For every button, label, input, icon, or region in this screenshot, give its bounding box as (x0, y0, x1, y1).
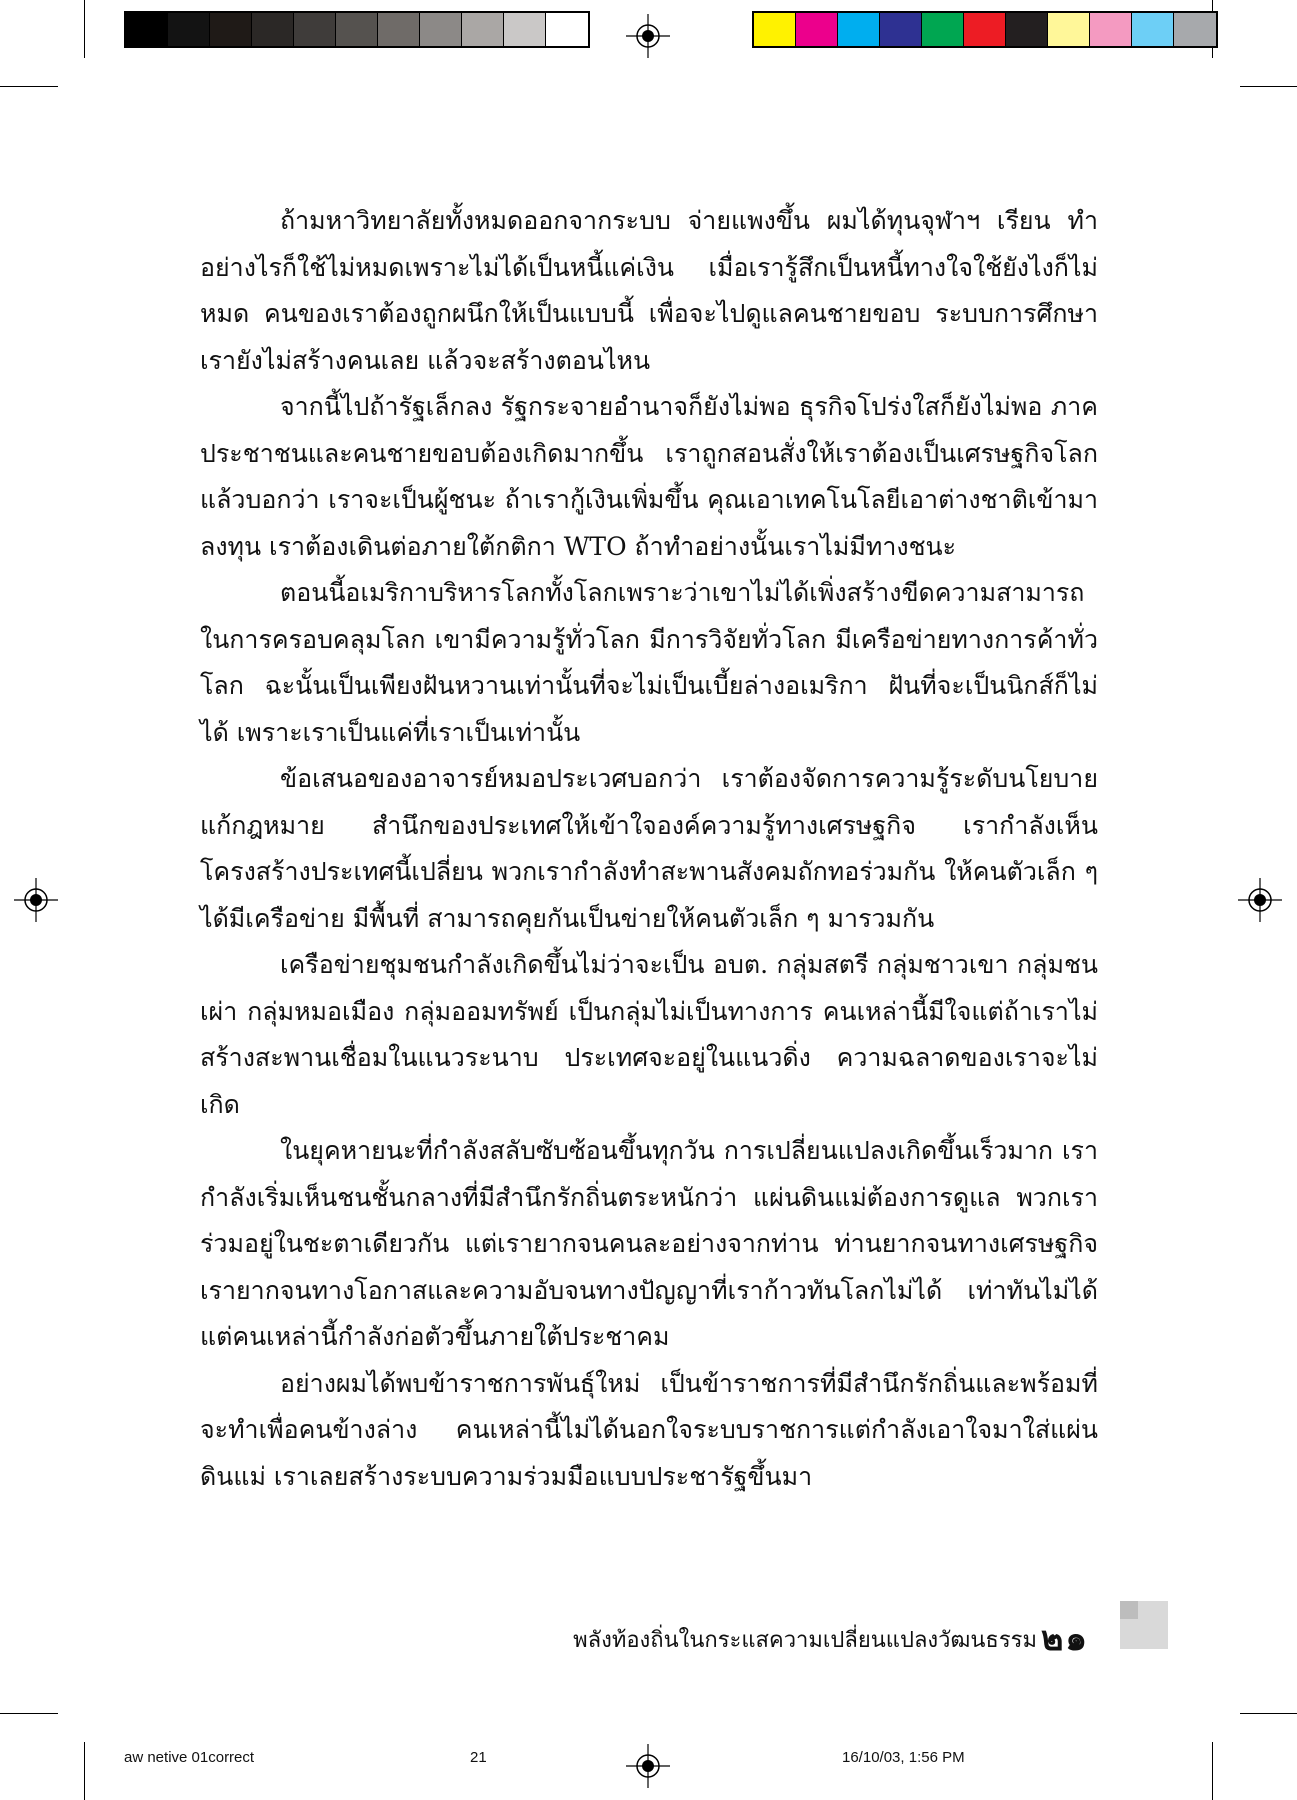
paragraph: ข้อเสนอของอาจารย์หมอประเวศบอกว่า เราต้องจัดการความรู้ระดับนโยบาย แก้กฎหมาย สำนึกของประเทศให้เข้าใจองค์ความรู้ทางเศรษฐกิจ เรากำลังเห็นโครงสร้างประเทศนี้เปลี่ยน พวกเรากำลังทำสะพานสังคมถักทอร่วมกัน ให้คนตัวเล็ก ๆ ได้มีเครือข่าย มีพื้นที่ สามารถคุยกันเป็นข่ายให้คนตัวเล็ก ๆ มารวมกัน (200, 764, 1098, 933)
color-swatch (964, 13, 1006, 46)
color-swatch (796, 13, 838, 46)
crop-mark (84, 0, 85, 58)
paragraph: จากนี้ไปถ้ารัฐเล็กลง รัฐกระจายอำนาจก็ยังไม่พอ ธุรกิจโปร่งใสก็ยังไม่พอ ภาคประชาชนและคนชายขอบต้องเกิดมากขึ้น เราถูกสอนสั่งให้เราต้องเป็นเศรษฐกิจโลก แล้วบอกว่า เราจะเป็นผู้ชนะ ถ้าเรากู้เงินเพิ่มขึ้น คุณเอาเทคโนโลยีเอาต่างชาติเข้ามาลงทุน เราต้องเดินต่อภายใต้กติกา WTO ถ้าทำอย่างนั้นเราไม่มีทางชนะ (200, 392, 1098, 561)
slug-page: 21 (470, 1749, 487, 1766)
process-color-bar (752, 11, 1218, 48)
running-footer-title: พลังท้องถิ่นในกระแสความเปลี่ยนแปลงวัฒนธรรม (573, 1628, 1037, 1653)
color-swatch (1090, 13, 1132, 46)
color-swatch (336, 13, 378, 46)
color-swatch (880, 13, 922, 46)
color-swatch (754, 13, 796, 46)
registration-mark-icon (626, 1744, 670, 1788)
color-swatch (1048, 13, 1090, 46)
crop-mark (0, 86, 58, 87)
color-swatch (1132, 13, 1174, 46)
grayscale-color-bar (124, 11, 590, 48)
registration-mark-icon (1238, 878, 1282, 922)
body-text (200, 198, 1098, 1500)
page-number: ๒๑ (1041, 1619, 1089, 1659)
color-swatch (420, 13, 462, 46)
color-swatch (922, 13, 964, 46)
paragraph: ถ้ามหาวิทยาลัยทั้งหมดออกจากระบบ จ่ายแพงขึ้น ผมได้ทุนจุฬาฯ เรียน ทำอย่างไรก็ใช้ไม่หมดเพราะไม่ได้เป็นหนี้แค่เงิน เมื่อเรารู้สึกเป็นหนี้ทางใจใช้ยังไงก็ไม่หมด คนของเราต้องถูกผนึกให้เป็นแบบนี้ เพื่อจะไปดูแลคนชายขอบ ระบบการศึกษาเรายังไม่สร้างคนเลย แล้วจะสร้างตอนไหน (200, 206, 1098, 375)
crop-mark (1240, 1713, 1297, 1714)
slug-file-name: aw netive 01correct (124, 1749, 255, 1766)
color-swatch (1174, 13, 1216, 46)
crop-mark (1212, 1742, 1213, 1800)
color-swatch (546, 13, 588, 46)
color-swatch (378, 13, 420, 46)
slug-timestamp: 16/10/03, 1:56 PM (842, 1749, 965, 1766)
page-tab-decoration-inner (1120, 1601, 1138, 1619)
registration-mark-icon (626, 14, 670, 58)
color-swatch (252, 13, 294, 46)
crop-mark (0, 1713, 58, 1714)
crop-mark (84, 1742, 85, 1800)
color-swatch (838, 13, 880, 46)
crop-mark (1240, 86, 1297, 87)
color-swatch (126, 13, 168, 46)
color-swatch (168, 13, 210, 46)
paragraph: ตอนนี้อเมริกาบริหารโลกทั้งโลกเพราะว่าเขาไม่ได้เพิ่งสร้างขีดความสามารถในการครอบคลุมโลก เขามีความรู้ทั่วโลก มีการวิจัยทั่วโลก มีเครือข่ายทางการค้าทั่วโลก ฉะนั้นเป็นเพียงฝันหวานเท่านั้นที่จะไม่เป็นเบี้ยล่างอเมริกา ฝันที่จะเป็นนิกส์ก็ไม่ได้ เพราะเราเป็นแค่ที่เราเป็นเท่านั้น (200, 578, 1098, 747)
color-swatch (504, 13, 546, 46)
paragraph: เครือข่ายชุมชนกำลังเกิดขึ้นไม่ว่าจะเป็น อบต. กลุ่มสตรี กลุ่มชาวเขา กลุ่มชนเผ่า กลุ่มหมอเมือง กลุ่มออมทรัพย์ เป็นกลุ่มไม่เป็นทางการ คนเหล่านี้มีใจแต่ถ้าเราไม่สร้างสะพานเชื่อมในแนวระนาบ ประเทศจะอยู่ในแนวดิ่ง ความฉลาดของเราจะไม่เกิด (200, 950, 1098, 1119)
color-swatch (210, 13, 252, 46)
color-swatch (294, 13, 336, 46)
color-swatch (1006, 13, 1048, 46)
registration-mark-icon (14, 878, 58, 922)
paragraph: อย่างผมได้พบข้าราชการพันธุ์ใหม่ เป็นข้าราชการที่มีสำนึกรักถิ่นและพร้อมที่จะทำเพื่อคนข้างล่าง คนเหล่านี้ไม่ได้นอกใจระบบราชการแต่กำลังเอาใจมาใส่แผ่นดินแม่ เราเลยสร้างระบบความร่วมมือแบบประชารัฐขึ้นมา (200, 1368, 1098, 1491)
paragraph: ในยุคหายนะที่กำลังสลับซับซ้อนขึ้นทุกวัน การเปลี่ยนแปลงเกิดขึ้นเร็วมาก เรากำลังเริ่มเห็นชนชั้นกลางที่มีสำนึกรักถิ่นตระหนักว่า แผ่นดินแม่ต้องการดูแล พวกเราร่วมอยู่ในชะตาเดียวกัน แต่เรายากจนคนละอย่างจากท่าน ท่านยากจนทางเศรษฐกิจ เรายากจนทางโอกาสและความอับจนทางปัญญาที่เราก้าวทันโลกไม่ได้ เท่าทันไม่ได้ แต่คนเหล่านี้กำลังก่อตัวขึ้นภายใต้ประชาคม (200, 1136, 1098, 1351)
color-swatch (462, 13, 504, 46)
